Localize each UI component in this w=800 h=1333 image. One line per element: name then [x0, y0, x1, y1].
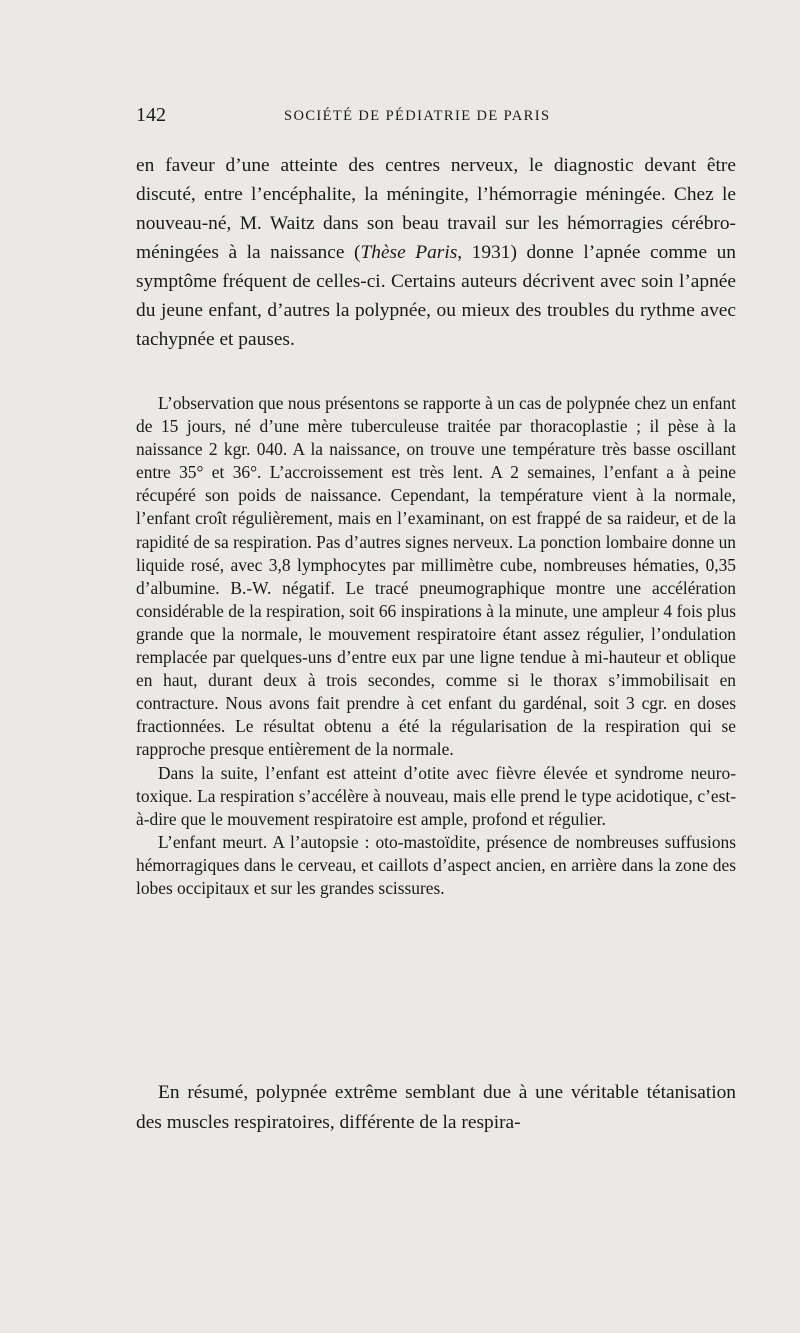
intro-paragraph: [136, 151, 736, 354]
intro-text-end: , 1931) donne l’apnée comme un symptôme fréquent de celles-ci. Certains auteurs décrivent avec soin l’apnée du jeune enfant, d’autres la polypnée, ou mieux des troubles du rythme avec tachypnée et pauses.: [136, 242, 737, 350]
running-title: SOCIÉTÉ DE PÉDIATRIE DE PARIS: [284, 108, 551, 124]
page-number: 142: [136, 104, 166, 126]
intro-citation: Thèse Paris: [360, 242, 458, 263]
intro-text-start: en faveur d’une atteinte des centres nerveux, le diagnostic devant être discuté, entre l’encéphalite, la méningite, l’hémorragie méningée. Chez le nouveau-né, M. Waitz dans son beau travail sur les hémorragies cérébro-méningées à la naissance (: [136, 155, 736, 263]
summary-block: [136, 1078, 736, 1138]
observation-block: [136, 392, 736, 900]
autopsy-paragraph: L’enfant meurt. A l’autopsie : oto-mastoïdite, présence de nombreuses suffusions hémorragiques dans le cerveau, et caillots d’aspect ancien, en arrière dans la zone des lobes occipitaux et sur les grandes scissures.: [136, 831, 736, 898]
page-header: [136, 104, 736, 130]
summary-paragraph: En résumé, polypnée extrême semblant due à une véritable tétanisation des muscles respiratoires, différente de la respira-: [136, 1082, 736, 1133]
observation-paragraph: L’observation que nous présentons se rapporte à un cas de polypnée chez un enfant de 15 jours, né d’une mère tuberculeuse traitée par thoracoplastie ; il pèse à la naissance 2 kgr. 040. A la naissance, on trouve une température très basse oscillant entre 35° et 36°. L’accroissement est très lent. A 2 semaines, l’enfant a à peine récupéré son poids de naissance. Cependant, la température vient à la normale, l’enfant croît régulièrement, mais en l’examinant, on est frappé de sa raideur, et de la rapidité de sa respiration. Pas d’autres signes nerveux. La ponction lombaire donne un liquide rosé, avec 3,8 lymphocytes par millimètre cube, nombreuses hématies, 0,35 d’albumine. B.-W. négatif. Le tracé pneumographique montre une accélération considérable de la respiration, soit 66 inspirations à la minute, une ampleur 4 fois plus grande que la normale, le mouvement respiratoire étant assez régulier, l’ondulation remplacée par quelques-uns d’entre eux par une ligne tendue à mi-hauteur et oblique en haut, durant deux à trois secondes, comme si le thorax s’immobilisait en contracture. Nous avons fait prendre à cet enfant du gardénal, soit 3 cgr. en doses fractionnées. Le résultat obtenu a été la régularisation de la respiration qui se rapproche presque entièrement de la normale.: [136, 393, 736, 760]
intro-block: [136, 151, 736, 354]
followup-paragraph: Dans la suite, l’enfant est atteint d’otite avec fièvre élevée et syndrome neuro-toxique. La respiration s’accélère à nouveau, mais elle prend le type acidotique, c’est-à-dire que le mouvement respiratoire est ample, profond et régulier.: [136, 762, 736, 829]
